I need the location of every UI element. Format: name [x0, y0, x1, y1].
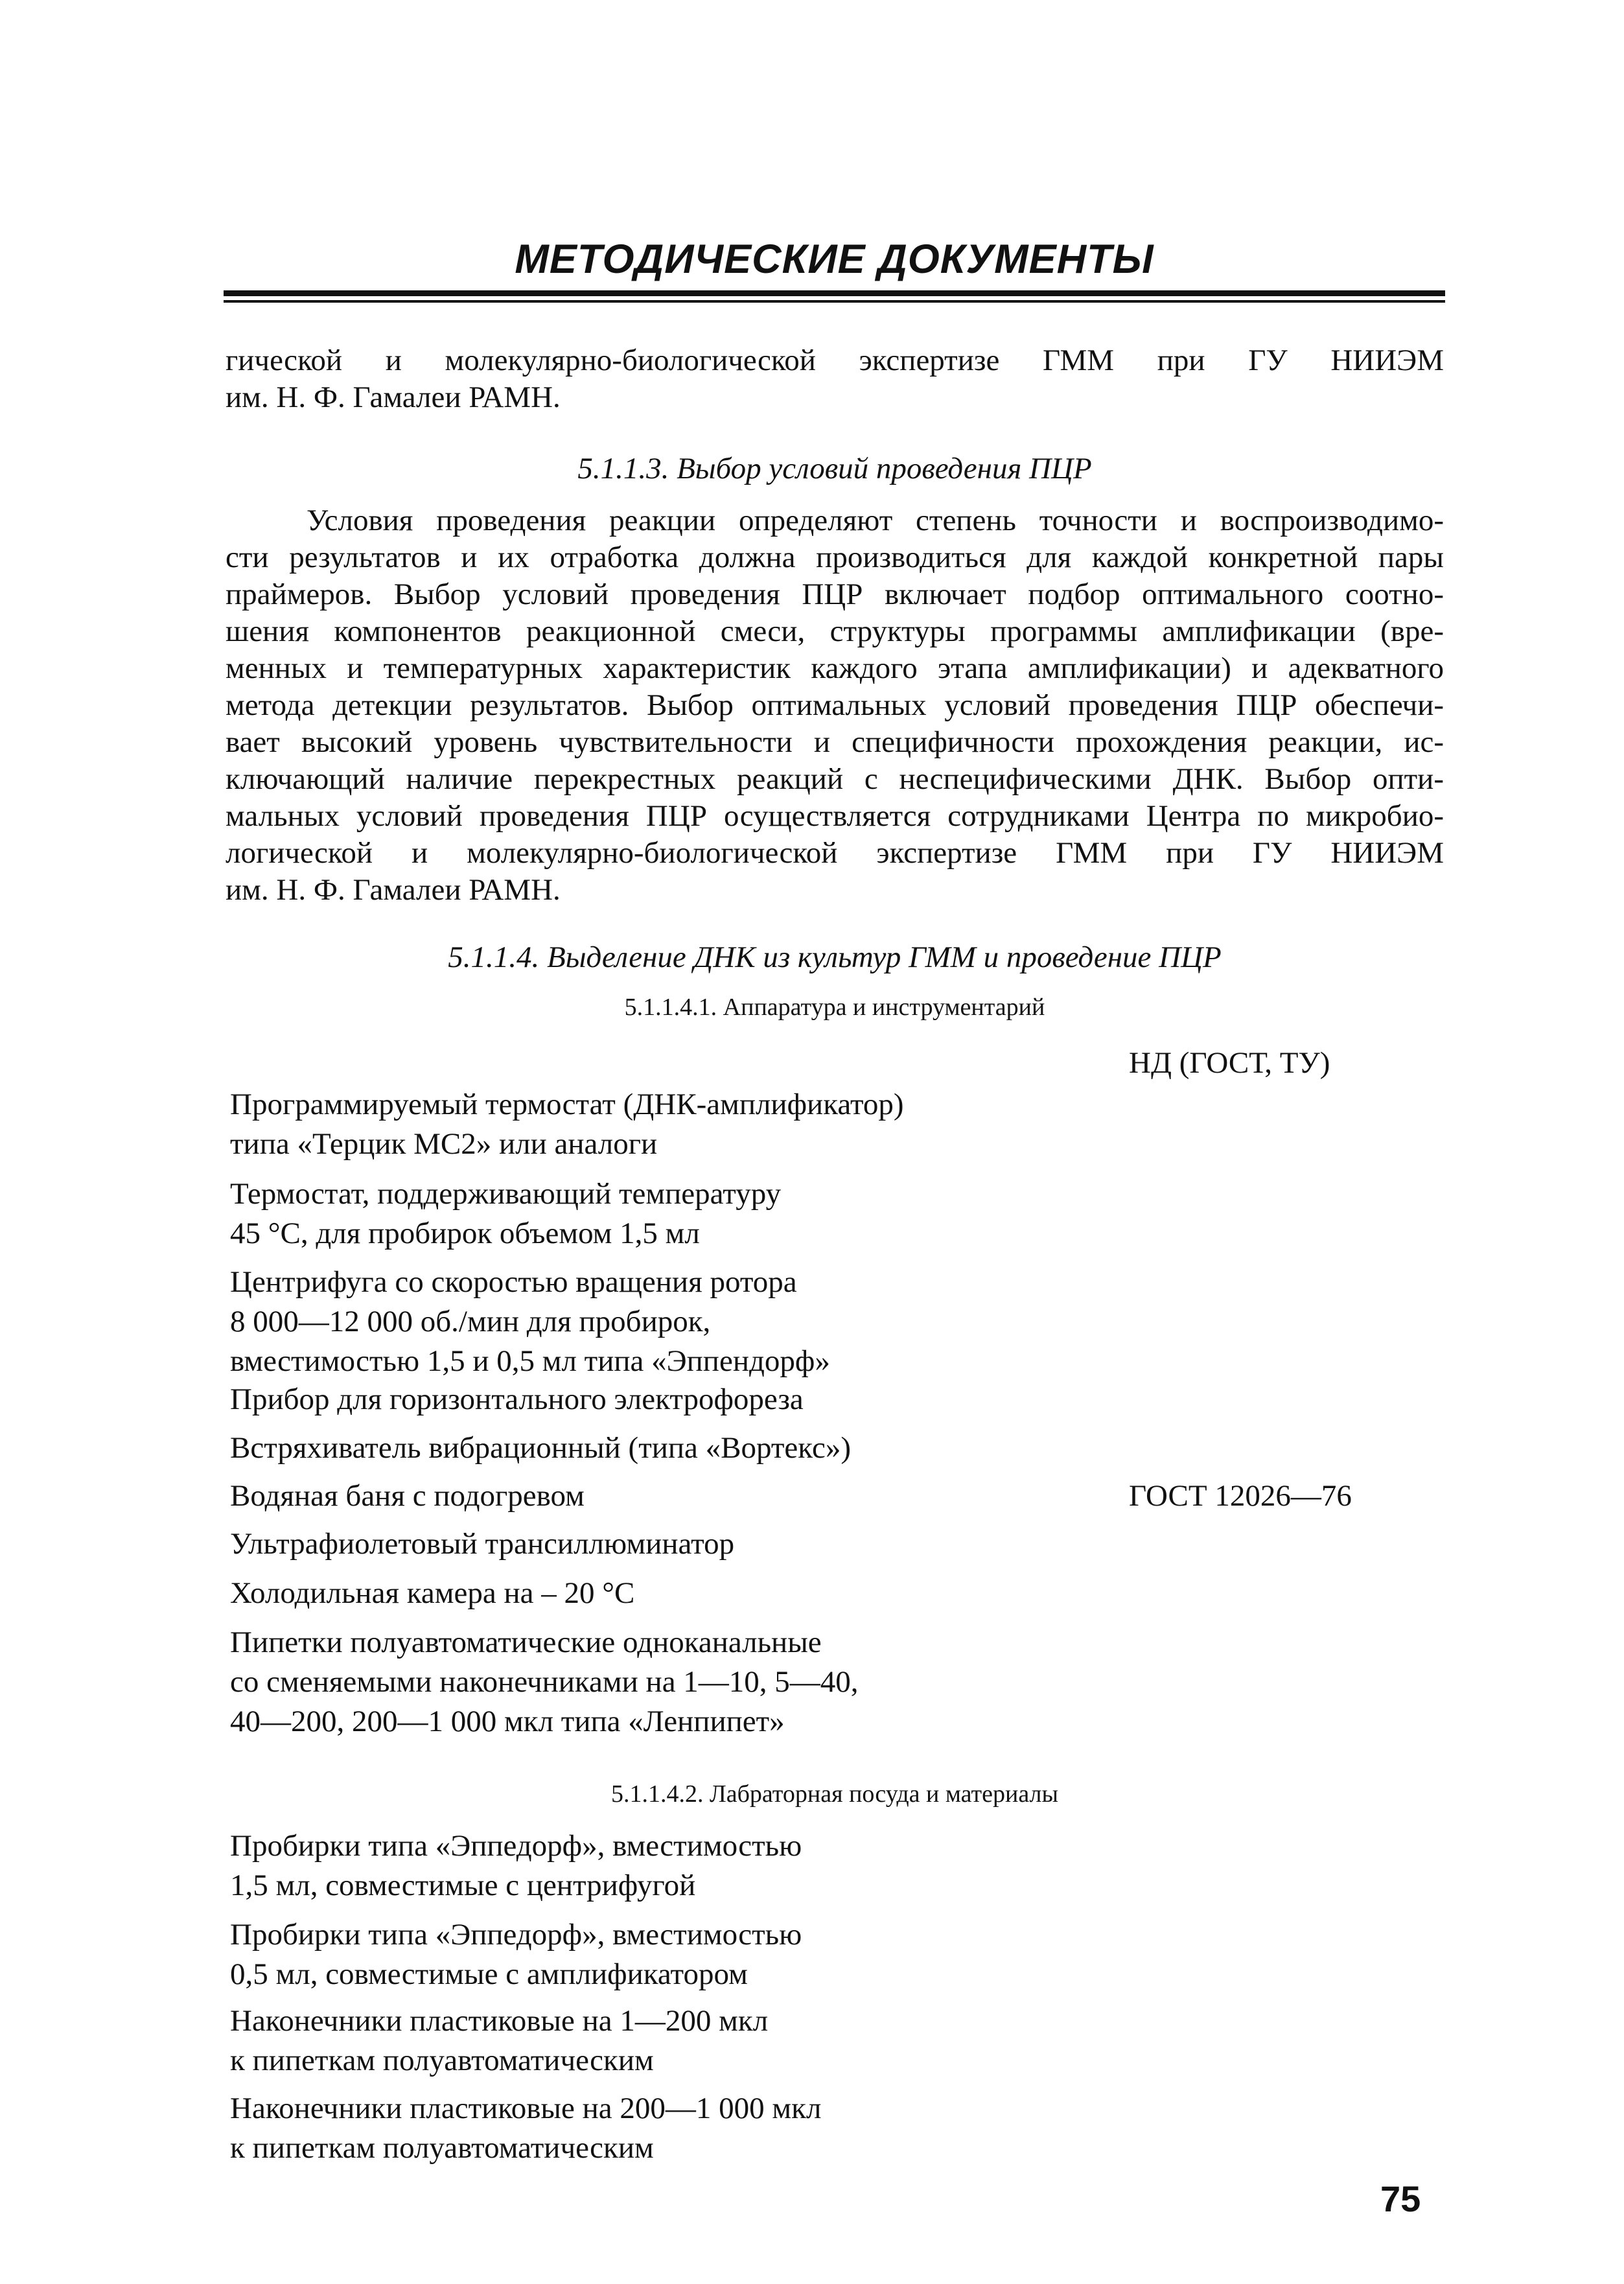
- item-line: Прибор для горизонтального электрофореза: [230, 1382, 804, 1416]
- item-line: 8 000—12 000 об./мин для пробирок,: [230, 1305, 711, 1338]
- item-line: Пробирки типа «Эппедорф», вместимостью: [230, 1829, 802, 1863]
- paragraph-line: мальных условий проведения ПЦР осуществляется сотрудниками Центра по микробио-: [226, 799, 1444, 833]
- subsection-heading-51142: 5.1.1.4.2. Лабраторная посуда и материалы: [610, 1780, 1059, 1808]
- paragraph-line: им. Н. Ф. Гамалеи РАМН.: [226, 873, 561, 907]
- material-item: [230, 1826, 802, 1905]
- column-header-nd: НД (ГОСТ, ТУ): [1129, 1046, 1330, 1080]
- paragraph-line: праймеров. Выбор условий проведения ПЦР включает подбор оптимального соотно-: [226, 577, 1444, 611]
- section-heading-5114: 5.1.1.4. Выделение ДНК из культур ГММ и проведение ПЦР: [448, 940, 1222, 974]
- equipment-item: [230, 1574, 634, 1613]
- item-line: типа «Терцик МС2» или аналоги: [230, 1127, 658, 1161]
- item-line: 1,5 мл, совместимые с центрифугой: [230, 1869, 696, 1902]
- item-line: вместимостью 1,5 и 0,5 мл типа «Эппендорф»: [230, 1344, 830, 1378]
- equipment-item: [230, 1380, 804, 1419]
- equipment-item: [230, 1476, 585, 1516]
- paragraph-line: логической и молекулярно-биологической экспертизе ГММ при ГУ НИИЭМ: [226, 836, 1444, 870]
- item-line: Программируемый термостат (ДНК-амплификатор): [230, 1088, 904, 1121]
- subsection-heading-51141: 5.1.1.4.1. Аппаратура и инструментарий: [624, 994, 1045, 1021]
- running-header: [224, 233, 1445, 305]
- equipment-item: [230, 1524, 734, 1564]
- section-5113-paragraph: [226, 502, 1444, 909]
- item-line: к пипеткам полуавтоматическим: [230, 2131, 654, 2165]
- header-rule-thick: [224, 290, 1445, 296]
- page-number: 75: [1380, 2178, 1421, 2219]
- equipment-item: [230, 1623, 859, 1742]
- section-heading-5113: 5.1.1.3. Выбор условий проведения ПЦР: [577, 452, 1092, 485]
- material-item: [230, 2089, 821, 2168]
- item-line: 0,5 мл, совместимые с амплификатором: [230, 1957, 748, 1991]
- material-item: [230, 1915, 802, 1994]
- item-line: к пипеткам полуавтоматическим: [230, 2044, 654, 2077]
- paragraph-line: вает высокий уровень чувствительности и специфичности прохождения реакции, ис-: [226, 725, 1444, 759]
- item-line: Центрифуга со скоростью вращения ротора: [230, 1265, 797, 1299]
- equipment-item: [230, 1085, 904, 1164]
- item-line: со сменяемыми наконечниками на 1—10, 5—40,: [230, 1665, 859, 1699]
- paragraph-line: гической и молекулярно-биологической экспертизе ГММ при ГУ НИИЭМ: [226, 344, 1444, 377]
- item-line: Наконечники пластиковые на 200—1 000 мкл: [230, 2092, 822, 2125]
- item-line: 40—200, 200—1 000 мкл типа «Ленпипет»: [230, 1705, 785, 1738]
- paragraph-line: им. Н. Ф. Гамалеи РАМН.: [226, 380, 561, 414]
- paragraph-line: шения компонентов реакционной смеси, структуры программы амплификации (вре-: [226, 614, 1444, 648]
- equipment-item: [230, 1174, 781, 1253]
- item-line: 45 °С, для пробирок объемом 1,5 мл: [230, 1217, 700, 1250]
- item-line: Термостат, поддерживающий температуру: [230, 1177, 782, 1211]
- paragraph-line: метода детекции результатов. Выбор оптимальных условий проведения ПЦР обеспечи-: [226, 688, 1444, 722]
- item-line: Пипетки полуавтоматические одноканальные: [230, 1626, 822, 1659]
- equipment-item: [230, 1263, 830, 1381]
- intro-paragraph: [226, 342, 1444, 416]
- item-line: Холодильная камера на – 20 °С: [230, 1576, 635, 1610]
- item-line: Встряхиватель вибрационный (типа «Вортекс»): [230, 1431, 851, 1465]
- equipment-item-ref: ГОСТ 12026—76: [1129, 1479, 1352, 1513]
- item-line: Пробирки типа «Эппедорф», вместимостью: [230, 1918, 802, 1952]
- paragraph-line: ключающий наличие перекрестных реакций с неспецифическими ДНК. Выбор опти-: [226, 762, 1444, 796]
- material-item: [230, 2001, 768, 2080]
- paragraph-line: Условия проведения реакции определяют степень точности и воспроизводимо-: [307, 504, 1444, 537]
- running-header-title: МЕТОДИЧЕСКИЕ ДОКУМЕНТЫ: [515, 237, 1154, 282]
- item-line: Водяная баня с подогревом: [230, 1479, 585, 1513]
- header-rule-thin: [224, 300, 1445, 303]
- item-line: Наконечники пластиковые на 1—200 мкл: [230, 2004, 769, 2038]
- item-line: Ультрафиолетовый трансиллюминатор: [230, 1527, 735, 1561]
- paragraph-line: сти результатов и их отработка должна производиться для каждой конкретной пары: [226, 541, 1444, 574]
- paragraph-line: менных и температурных характеристик каждого этапа амплификации) и адекватного: [226, 651, 1444, 685]
- equipment-item: [230, 1428, 851, 1468]
